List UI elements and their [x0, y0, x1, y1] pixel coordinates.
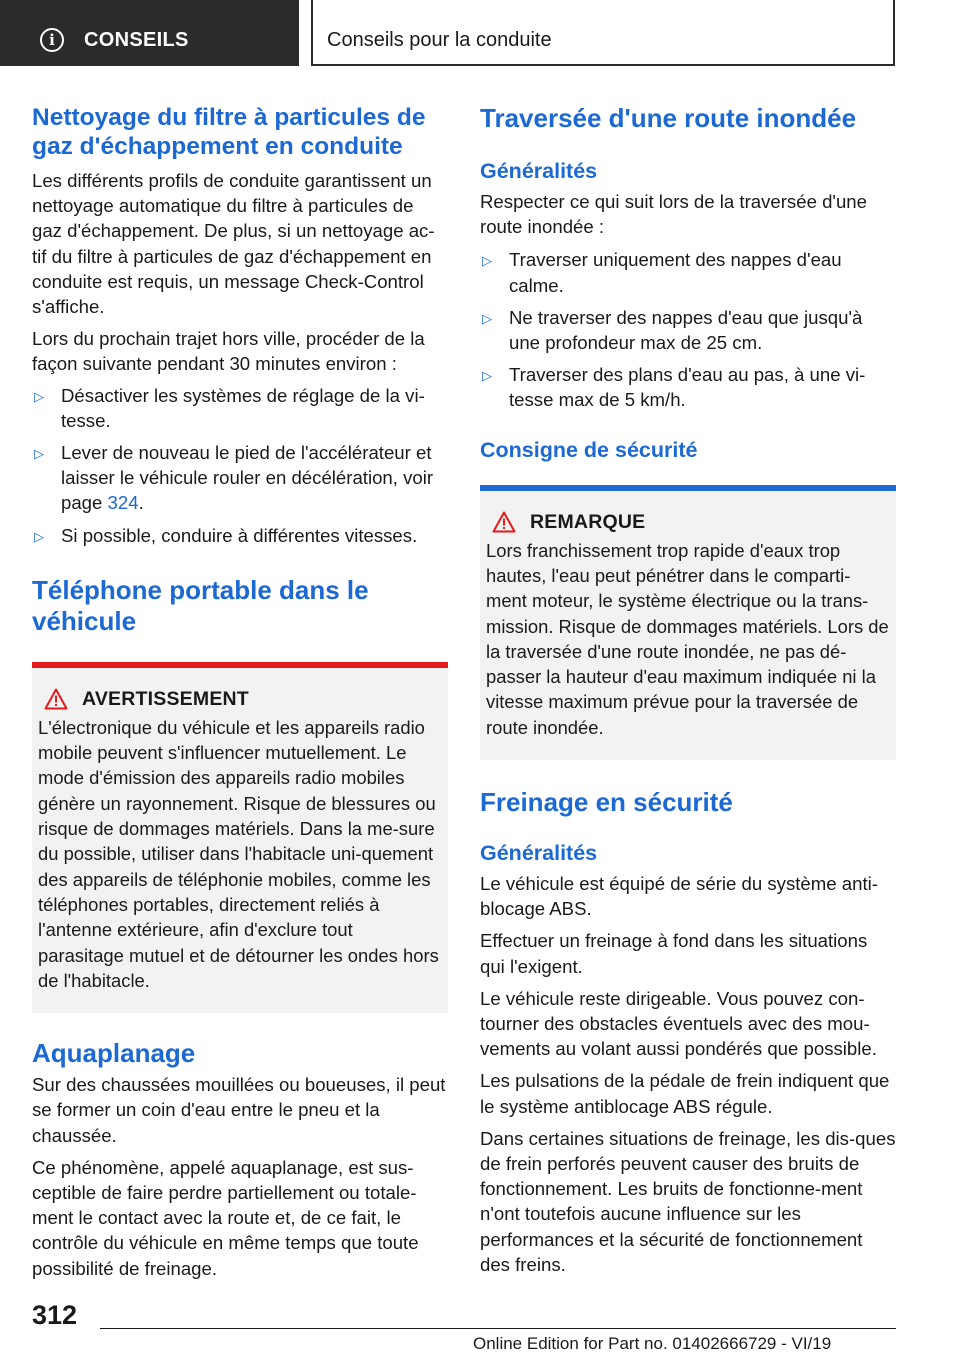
- heading-safe-braking: Freinage en sécurité: [480, 787, 733, 817]
- list-item-text: Traverser uniquement des nappes d'eau calme.: [509, 249, 842, 296]
- triangle-right-icon: ▷: [482, 253, 492, 269]
- notice-box: [480, 485, 896, 760]
- list-item-text: Lever de nouveau le pied de l'accélérateur et laisser le véhicule rouler en décélération, voir page: [61, 442, 434, 514]
- paragraph-brake-2: Effectuer un freinage à fond dans les situations qui l'exigent.: [480, 930, 868, 977]
- list-item-text: Désactiver les systèmes de réglage de la vi‐tesse.: [61, 384, 425, 431]
- subheading-general-2: Généralités: [480, 841, 598, 865]
- list-item: [480, 247, 896, 297]
- header-title-box: [311, 0, 895, 66]
- paragraph-filter-1: Les différents profils de conduite garantissent un nettoyage automatique du filtre à particules de gaz d'échappement. De plus, si un nettoyage ac‐tif du filtre à particules de gaz d'échappement en conduite est requis, un message Check-Control s'affiche.: [32, 170, 435, 318]
- page-header: [0, 0, 960, 66]
- subheading-general-1: Généralités: [480, 159, 598, 183]
- page-reference-link[interactable]: 324: [107, 492, 139, 514]
- list-item-text: Traverser des plans d'eau au pas, à une vi‐tesse max de 5 km/h.: [509, 364, 866, 411]
- paragraph-aqua-1: Sur des chaussées mouillées ou boueuses, il peut se former un coin d'eau entre le pneu et la chaussée.: [32, 1074, 446, 1146]
- header-chapter-title: Conseils pour la conduite: [327, 29, 552, 51]
- warning-triangle-icon: [492, 511, 516, 533]
- notice-box-header: [486, 511, 890, 534]
- list-item: ▷ Lever de nouveau le pied de l'accélérateur et laisser le véhicule rouler en décélération, voir page 324.: [34, 442, 434, 514]
- paragraph-brake-1: Le véhicule est équipé de série du système anti‐blocage ABS.: [480, 873, 878, 920]
- header-section-tab: [0, 0, 299, 66]
- triangle-right-icon: ▷: [482, 368, 492, 384]
- header-section-label: CONSEILS: [84, 29, 189, 51]
- notice-label: REMARQUE: [530, 510, 646, 533]
- paragraph-aqua-2: Ce phénomène, appelé aquaplanage, est sus‐ceptible de faire perdre partiellement ou totale‐ment le contact avec la route et, de ce fait, le contrôle du véhicule en même temps que toute possibilité de freinage.: [32, 1156, 419, 1279]
- warning-triangle-icon: [44, 688, 68, 710]
- paragraph-brake-5: Dans certaines situations de freinage, les dis‐ques de frein perforés peuvent causer des bruits de fonctionnement. Les bruits de fonctionne‐ment n'ont toutefois aucune influence sur les performances et la sécurité de fonctionnement des freins.: [480, 1127, 896, 1275]
- warning-label: AVERTISSEMENT: [82, 687, 249, 710]
- heading-aquaplaning: Aquaplanage: [32, 1038, 196, 1069]
- footer-edition-text: Online Edition for Part no. 01402666729 - VI/19: [473, 1334, 832, 1353]
- list-item: [480, 362, 896, 412]
- page-footer: [0, 1290, 960, 1362]
- heading-flooded-road: Traversée d'une route inondée: [480, 103, 857, 133]
- flood-steps-list: [480, 247, 896, 412]
- right-column: [480, 103, 896, 1277]
- filter-steps-list: [32, 383, 448, 548]
- left-column: [32, 103, 448, 1281]
- paragraph-flood: Respecter ce qui suit lors de la traversée d'une route inondée :: [480, 191, 867, 238]
- triangle-right-icon: ▷: [482, 310, 492, 326]
- warning-box-header: [38, 688, 442, 711]
- paragraph-brake-4: Les pulsations de la pédale de frein indiquent que le système antiblocage ABS régule.: [480, 1070, 890, 1117]
- warning-text: L'électronique du véhicule et les appareils radio mobile peuvent s'influencer mutuellement. Le mode d'émission des appareils radio mobiles génère un rayonnement. Risque de blessures ou risque de dommages matériels. Dans la me‐sure du possible, utiliser dans l'habitacle uni‐quement des appareils de téléphonie mobiles, comme les téléphones portables, directement reliés à l'antenne extérieure, afin d'exclure tout parasitage mutuel et de détourner les ondes hors de l'habitacle.: [38, 716, 439, 991]
- page-number: 312: [32, 1300, 78, 1330]
- list-item: [32, 383, 448, 433]
- heading-filter-cleaning: Nettoyage du filtre à particules de gaz d'échappement en conduite: [32, 104, 426, 160]
- list-item-text: Si possible, conduire à différentes vitesses.: [61, 524, 418, 546]
- notice-text: Lors franchissement trop rapide d'eaux trop hautes, l'eau peut pénétrer dans le comparti‐ment moteur, le système électrique ou la trans‐mission. Risque de dommages matériels. Lors de la traversée d'une route inondée, ne pas dé‐passer la hauteur d'eau maximum indiquée ni la vitesse maximum prévue pour la traversée de route inondée.: [486, 539, 889, 738]
- warning-box: [32, 662, 448, 1013]
- heading-mobile-phone: Téléphone portable dans le véhicule: [32, 574, 369, 636]
- info-circle-icon: i: [40, 28, 64, 52]
- subheading-safety: Consigne de sécurité: [480, 437, 698, 462]
- triangle-right-icon: ▷: [34, 528, 44, 544]
- paragraph-brake-3: Le véhicule reste dirigeable. Vous pouvez con‐tourner des obstacles éventuels avec des mou‐vements au volant aussi pondérés que possible.: [480, 987, 877, 1060]
- list-item-text: Ne traverser des nappes d'eau que jusqu'à une profondeur max de 25 cm.: [509, 306, 863, 354]
- footer-divider: [100, 1328, 896, 1329]
- list-item: [32, 523, 448, 548]
- triangle-right-icon: ▷: [34, 446, 44, 462]
- triangle-right-icon: ▷: [34, 388, 44, 404]
- paragraph-filter-2: Lors du prochain trajet hors ville, procéder de la façon suivante pendant 30 minutes environ :: [32, 328, 425, 375]
- list-item: [480, 305, 896, 355]
